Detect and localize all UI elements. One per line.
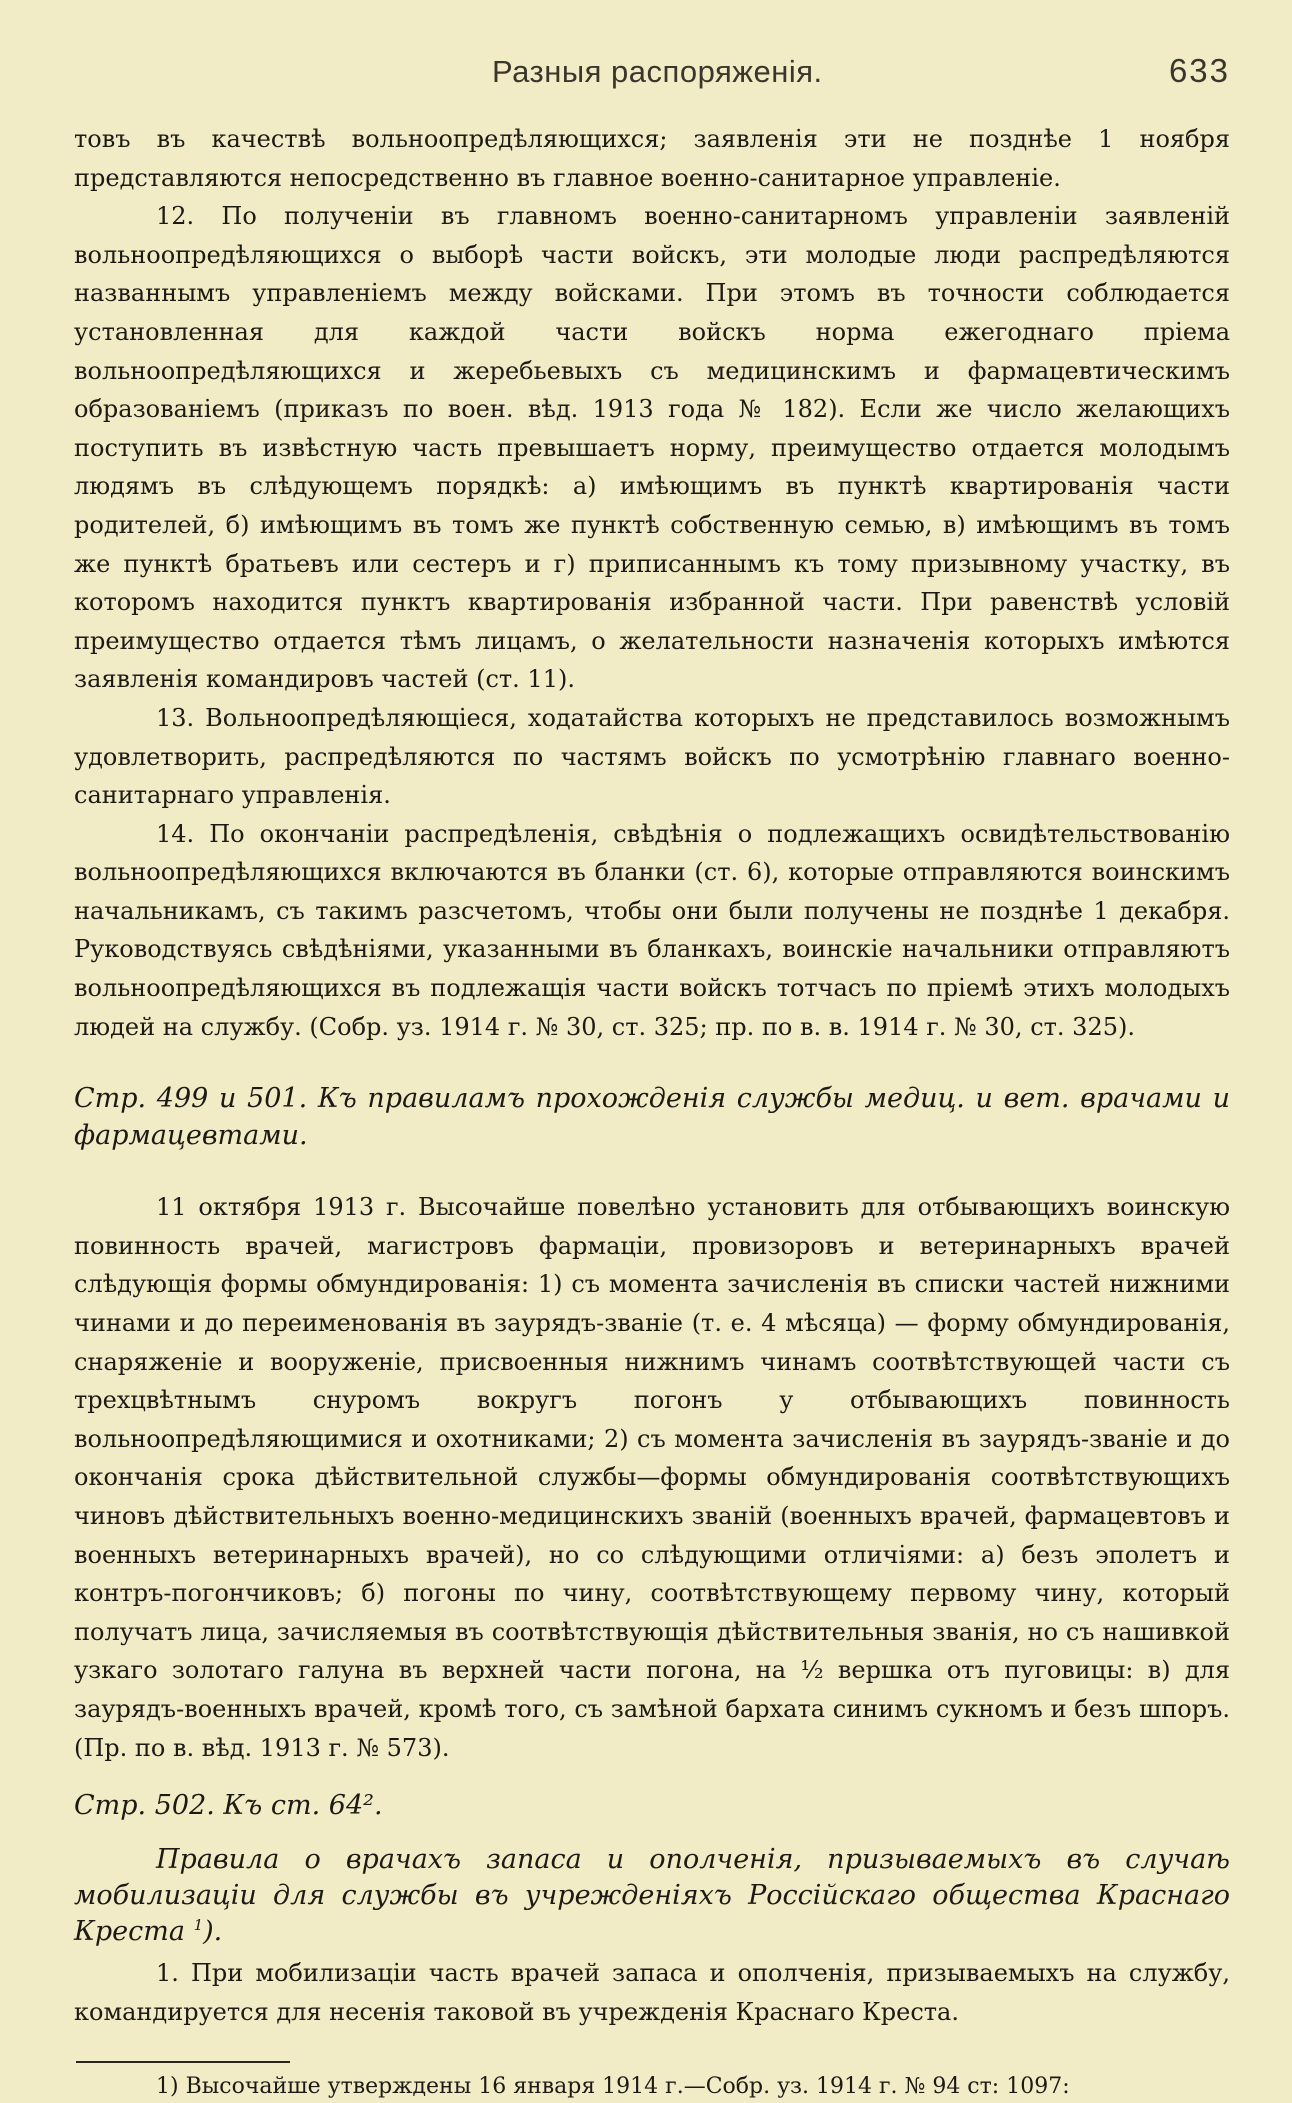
paragraph-13: 13. Вольноопредѣляющіеся, ходатайства которыхъ не представилось возможнымъ удовлетворить, распредѣляются по частямъ войскъ по усмотрѣнію главнаго военно-санитарнаго управленія. bbox=[74, 703, 1230, 810]
section-heading-499: Стр. 499 и 501. Къ правиламъ прохожденія службы медиц. и вет. врачами и фармацевтами. bbox=[74, 1083, 1230, 1152]
footnote-marker: 1) bbox=[156, 2074, 179, 2100]
rules-paragraph-1: 1. При мобилизаціи часть врачей запаса и ополченія, призываемыхъ на службу, командируется для несенія таковой въ учрежденія Краснаго Креста. bbox=[74, 1959, 1230, 2026]
footnote bbox=[74, 2071, 1230, 2103]
section-heading-502: Стр. 502. Къ ст. 64². bbox=[74, 1790, 383, 1822]
paragraph-14: 14. По окончаніи распредѣленія, свѣдѣнія о подлежащихъ освидѣтельствованію вольноопредѣляющихся включаются въ бланки (ст. 6), которые отправляются воинскимъ начальникамъ, съ такимъ разсчетомъ, чтобы они были получены не позднѣе 1 декабря. Руководствуясь свѣдѣніями, указанными въ бланкахъ, воинскіе начальники отправляютъ вольноопредѣляющихся въ подлежащія части войскъ тотчасъ по пріемѣ этихъ молодыхъ людей на службу. (Собр. уз. 1914 г. № 30, ст. 325; пр. по в. в. 1914 г. № 30, ст. 325). bbox=[74, 819, 1230, 1041]
rules-title-text: Правила о врачахъ запаса и ополченія, призываемыхъ въ случаѣ мобилизаціи для службы въ учрежденіяхъ Россійскаго общества Краснаго Креста bbox=[74, 1844, 1230, 1948]
paragraph-continuation: товъ въ качествѣ вольноопредѣляющихся; заявленія эти не позднѣе 1 ноября представляются непосредственно въ главное военно-санитарное управленіе. bbox=[74, 125, 1230, 192]
rules-title bbox=[74, 1842, 1230, 1950]
paragraph-october-1913: 11 октября 1913 г. Высочайше повелѣно установить для отбывающихъ воинскую повинность врачей, магистровъ фармаціи, провизоровъ и ветеринарныхъ врачей слѣдующія формы обмундированія: 1) съ момента зачисленія въ списки частей нижними чинами и до переименованія въ заурядъ-званіе (т. е. 4 мѣсяца) — форму обмундированія, снаряженіе и вооруженіе, присвоенныя нижнимъ чинамъ соотвѣтствующей части съ трехцвѣтнымъ снуромъ вокругъ погонъ у отбывающихъ повинность вольноопредѣляющимися и охотниками; 2) съ момента зачисленія въ заурядъ-званіе и до окончанія срока дѣйствительной службы—формы обмундированія соотвѣтствующихъ чиновъ дѣйствительныхъ военно-медицинскихъ званій (военныхъ врачей, фармацевтовъ и военныхъ ветеринарныхъ врачей), но со слѣдующими отличіями: а) безъ эполетъ и контръ-погончиковъ; б) погоны по чину, соотвѣтствующему первому чину, который получатъ лица, зачисляемыя въ соотвѣтствующія дѣйствительныя званія, но съ нашивкой узкаго золотаго галуна въ верхней части погона, на ½ вершка отъ пуговицы: в) для заурядъ-военныхъ врачей, кромѣ того, съ замѣной бархата синимъ сукномъ и безъ шпоръ. (Пр. по в. вѣд. 1913 г. № 573). bbox=[74, 1193, 1230, 1762]
running-title: Разныя распоряженія. bbox=[492, 54, 823, 89]
paragraph-12: 12. По полученіи въ главномъ военно-санитарномъ управленіи заявленій вольноопредѣляющихся о выборѣ части войскъ, эти молодые люди распредѣляются названнымъ управленіемъ между войсками. При этомъ въ точности соблюдается установленная для каждой части войскъ норма ежегоднаго пріема вольноопредѣляющихся и жеребьевыхъ съ медицинскимъ и фармацевтическимъ образованіемъ (приказъ по воен. вѣд. 1913 года № 182). Если же число желающихъ поступить въ извѣстную часть превышаетъ норму, преимущество отдается молодымъ людямъ въ слѣдующемъ порядкѣ: а) имѣющимъ въ пунктѣ квартированія части родителей, б) имѣющимъ въ томъ же пунктѣ собственную семью, в) имѣющимъ въ томъ же пунктѣ братьевъ или сестеръ и г) приписаннымъ къ тому призывному участку, въ которомъ находится пунктъ квартированія избранной части. При равенствѣ условій преимущество отдается тѣмъ лицамъ, о желательности назначенія которыхъ имѣются заявленія командировъ частей (ст. 11). bbox=[74, 202, 1230, 694]
footnote-ref: 1 bbox=[193, 1916, 204, 1935]
rules-title-end: ). bbox=[203, 1916, 223, 1948]
footnote-divider bbox=[76, 2061, 290, 2063]
footnote-text: Высочайше утверждены 16 января 1914 г.—Собр. уз. 1914 г. № 94 ст: 1097: bbox=[185, 2074, 1070, 2100]
page-number: 633 bbox=[1168, 52, 1230, 89]
running-header bbox=[74, 52, 1230, 90]
